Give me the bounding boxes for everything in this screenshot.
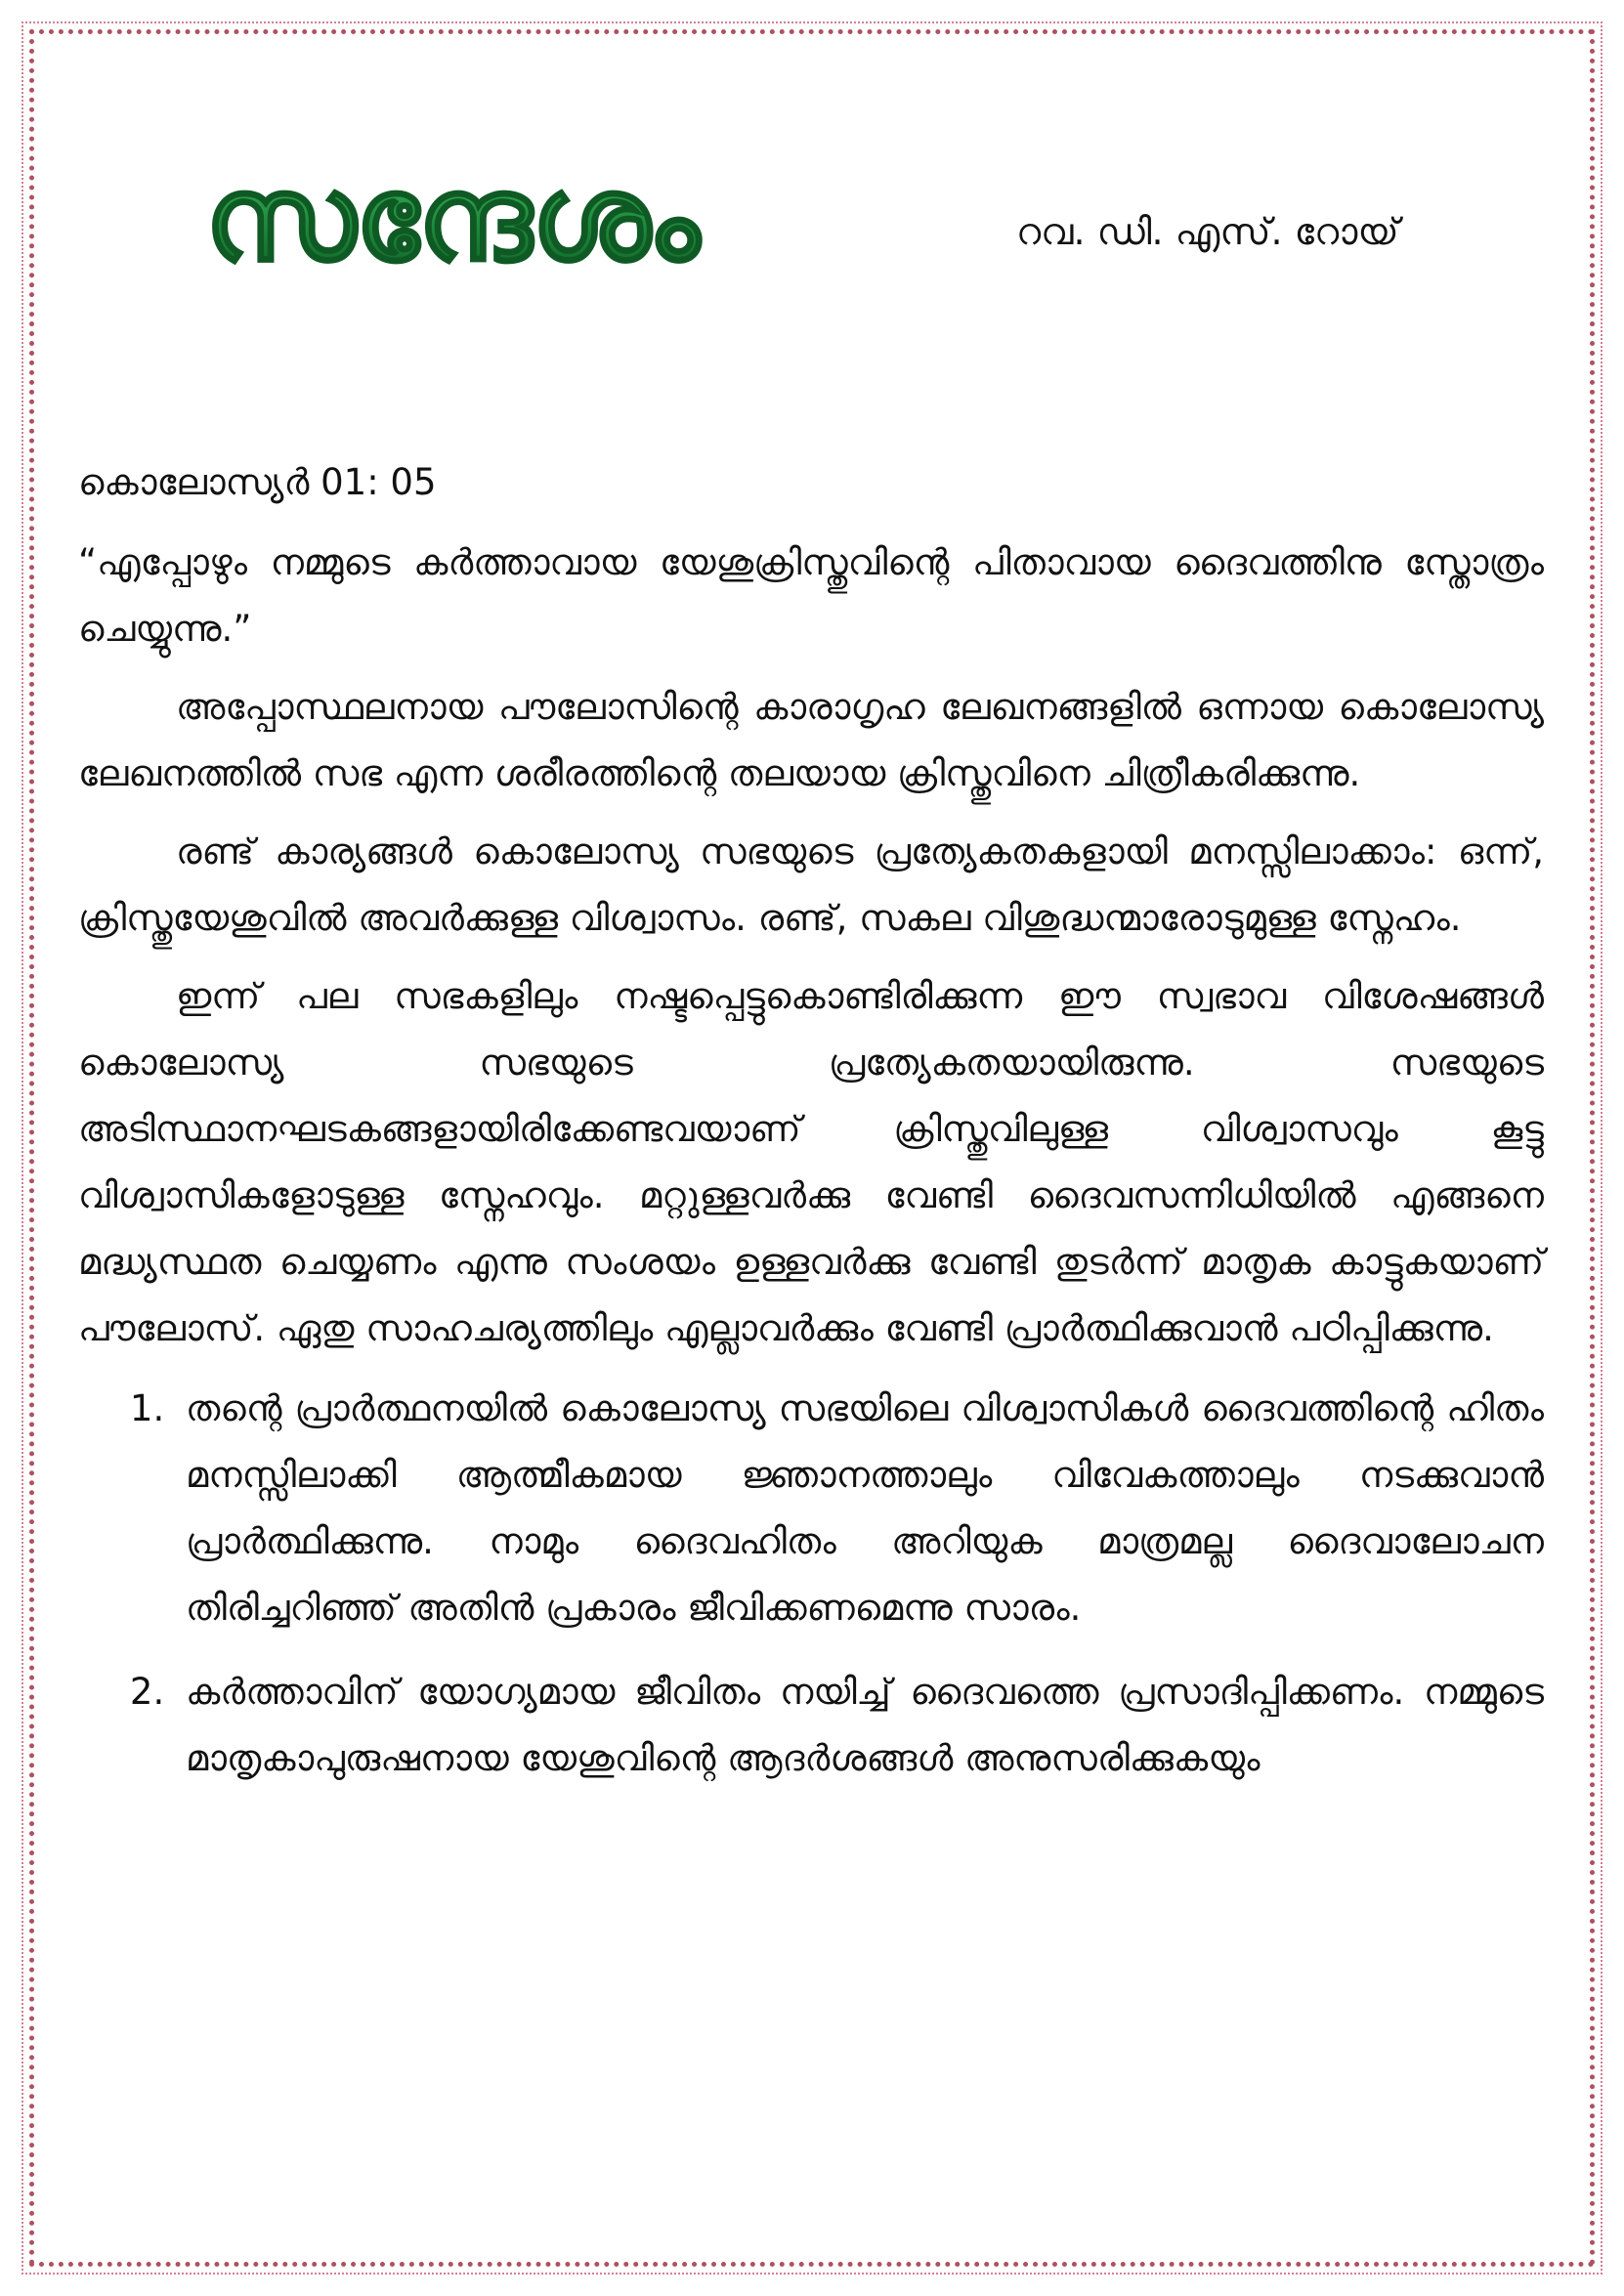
logo-graphic bbox=[195, 137, 840, 283]
scripture-quote: “എപ്പോഴും നമ്മുടെ കർത്താവായ യേശുക്രിസ്തുവിന്റെ പിതാവായ ദൈവത്തിനു സ്തോത്രം ചെയ്യുന്നു.” bbox=[78, 541, 1544, 650]
logo-text: സന്ദേശം bbox=[205, 151, 700, 283]
paragraph-1: അപ്പോസ്ഥലനായ പൗലോസിന്റെ കാരാഗൃഹ ലേഖനങ്ങളിൽ ഒന്നായ കൊലോസ്യ ലേഖനത്തിൽ സഭ എന്ന ശരീരത്തിന്റെ തലയായ ക്രിസ്തുവിനെ ചിത്രീകരിക്കുന്നു. bbox=[78, 686, 1544, 794]
paragraph-3: ഇന്ന് പല സഭകളിലും നഷ്ടപ്പെട്ടുകൊണ്ടിരിക്കുന്ന ഈ സ്വഭാവ വിശേഷങ്ങൾ കൊലോസ്യ സഭയുടെ പ്രത്യേകതയായിരുന്നു. സഭയുടെ അടിസ്ഥാനഘടകങ്ങളായിരിക്കേണ്ടവയാണ് ക്രിസ്തുവിലുള്ള വിശ്വാസവും കൂട്ടു വിശ്വാസികളോടുള്ള സ്നേഹവും. മറ്റുള്ളവർക്കു വേണ്ടി ദൈവസന്നിധിയിൽ എങ്ങനെ മദ്ധ്യസ്ഥത ചെയ്യണം എന്നു സംശയം ഉള്ളവർക്കു വേണ്ടി തുടർന്ന് മാതൃക കാട്ടുകയാണ് പൗലോസ്. ഏതു സാഹചര്യത്തിലും എല്ലാവർക്കും വേണ്ടി പ്രാർത്ഥിക്കുവാൻ പഠിപ്പിക്കുന്നു. bbox=[78, 975, 1544, 1349]
point-item-2: 2. കർത്താവിന് യോഗ്യമായ ജീവിതം നയിച്ച് ദൈവത്തെ പ്രസാദിപ്പിക്കണം. നമ്മുടെ മാതൃകാപുരുഷനായ യേശുവിന്റെ ആദർശങ്ങൾ അനുസരിക്കുകയും bbox=[176, 1659, 1544, 1792]
sandesham-logo bbox=[195, 137, 840, 283]
article-body bbox=[78, 449, 1544, 1809]
paragraph-2: രണ്ട് കാര്യങ്ങൾ കൊലോസ്യ സഭയുടെ പ്രത്യേകതകളായി മനസ്സിലാക്കാം: ഒന്ന്, ക്രിസ്തുയേശുവിൽ അവർക്കുള്ള വിശ്വാസം. രണ്ട്, സകല വിശുദ്ധന്മാരോടുമുള്ള സ്നേഹം. bbox=[78, 830, 1544, 939]
numbered-points bbox=[78, 1376, 1544, 1792]
scripture-reference: കൊലോസ്യർ 01: 05 bbox=[78, 461, 437, 503]
author-name: റവ. ഡി. എസ്. റോയ് bbox=[1016, 210, 1399, 253]
point-item-1: 1. തന്റെ പ്രാർത്ഥനയിൽ കൊലോസ്യ സഭയിലെ വിശ്വാസികൾ ദൈവത്തിന്റെ ഹിതം മനസ്സിലാക്കി ആത്മീകമായ ജ്ഞാനത്താലും വിവേകത്താലും നടക്കുവാൻ പ്രാർത്ഥിക്കുന്നു. നാമും ദൈവഹിതം അറിയുക മാത്രമല്ല ദൈവാലോചന തിരിച്ചറിഞ്ഞ് അതിൻ പ്രകാരം ജീവിക്കണമെന്നു സാരം. bbox=[176, 1376, 1544, 1641]
